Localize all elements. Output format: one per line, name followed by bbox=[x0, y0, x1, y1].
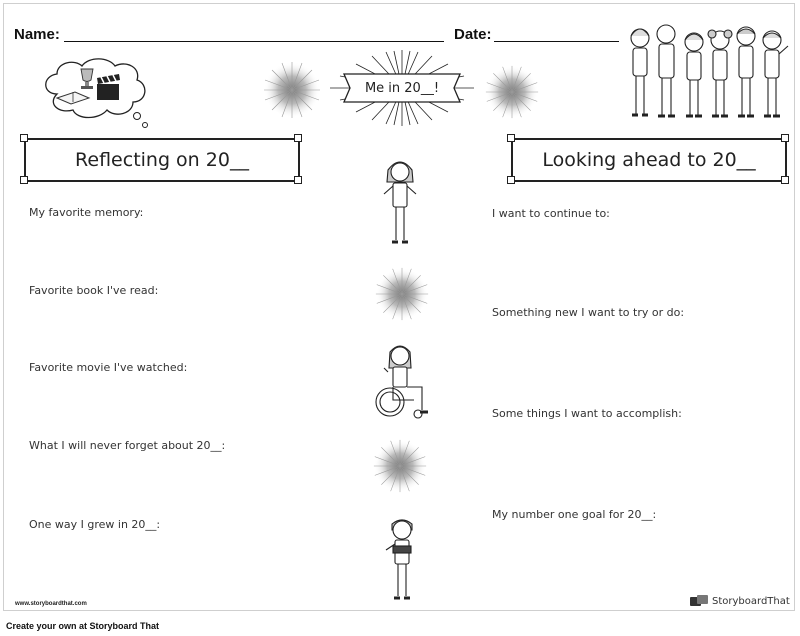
frame-corner bbox=[507, 134, 515, 142]
frame-corner bbox=[20, 134, 28, 142]
looking-ahead-heading: Looking ahead to 20__ bbox=[511, 138, 787, 182]
firework-burst-icon bbox=[484, 64, 540, 120]
kids-group-illustration bbox=[622, 22, 790, 122]
prompt-never-forget: What I will never forget about 20__: bbox=[29, 439, 226, 452]
thought-bubble-icon bbox=[37, 54, 157, 134]
name-field-line[interactable] bbox=[64, 41, 444, 42]
create-your-own-link[interactable]: Create your own at Storyboard That bbox=[6, 621, 160, 631]
date-label: Date: bbox=[454, 26, 492, 43]
frame-corner bbox=[294, 134, 302, 142]
worksheet bbox=[3, 3, 795, 611]
storyboardthat-logo[interactable] bbox=[690, 595, 790, 607]
footer-site: www.storyboardthat.com bbox=[15, 601, 87, 607]
prompt-favorite-memory: My favorite memory: bbox=[29, 206, 144, 219]
brand-text: StoryboardThat bbox=[712, 595, 790, 607]
child-illustration bbox=[380, 156, 420, 246]
date-field-line[interactable] bbox=[494, 41, 619, 42]
wheelchair-child-illustration bbox=[370, 342, 434, 422]
frame-corner bbox=[294, 176, 302, 184]
name-label: Name: bbox=[14, 26, 60, 43]
reflecting-heading: Reflecting on 20__ bbox=[24, 138, 300, 182]
frame-corner bbox=[20, 176, 28, 184]
prompt-accomplish: Some things I want to accomplish: bbox=[492, 407, 682, 420]
page-title: Me in 20__! bbox=[364, 80, 440, 96]
prompt-continue: I want to continue to: bbox=[492, 207, 610, 220]
frame-corner bbox=[507, 176, 515, 184]
prompt-number-one-goal: My number one goal for 20__: bbox=[492, 508, 657, 521]
storyboardthat-logo-icon bbox=[690, 595, 708, 607]
prompt-way-i-grew: One way I grew in 20__: bbox=[29, 518, 161, 531]
firework-burst-icon bbox=[374, 266, 430, 322]
child-illustration bbox=[380, 516, 424, 602]
prompt-favorite-book: Favorite book I've read: bbox=[29, 284, 159, 297]
frame-corner bbox=[781, 176, 789, 184]
frame-corner bbox=[781, 134, 789, 142]
prompt-favorite-movie: Favorite movie I've watched: bbox=[29, 361, 188, 374]
firework-burst-icon bbox=[372, 438, 428, 494]
prompt-something-new: Something new I want to try or do: bbox=[492, 306, 685, 319]
firework-burst-icon bbox=[262, 60, 322, 120]
